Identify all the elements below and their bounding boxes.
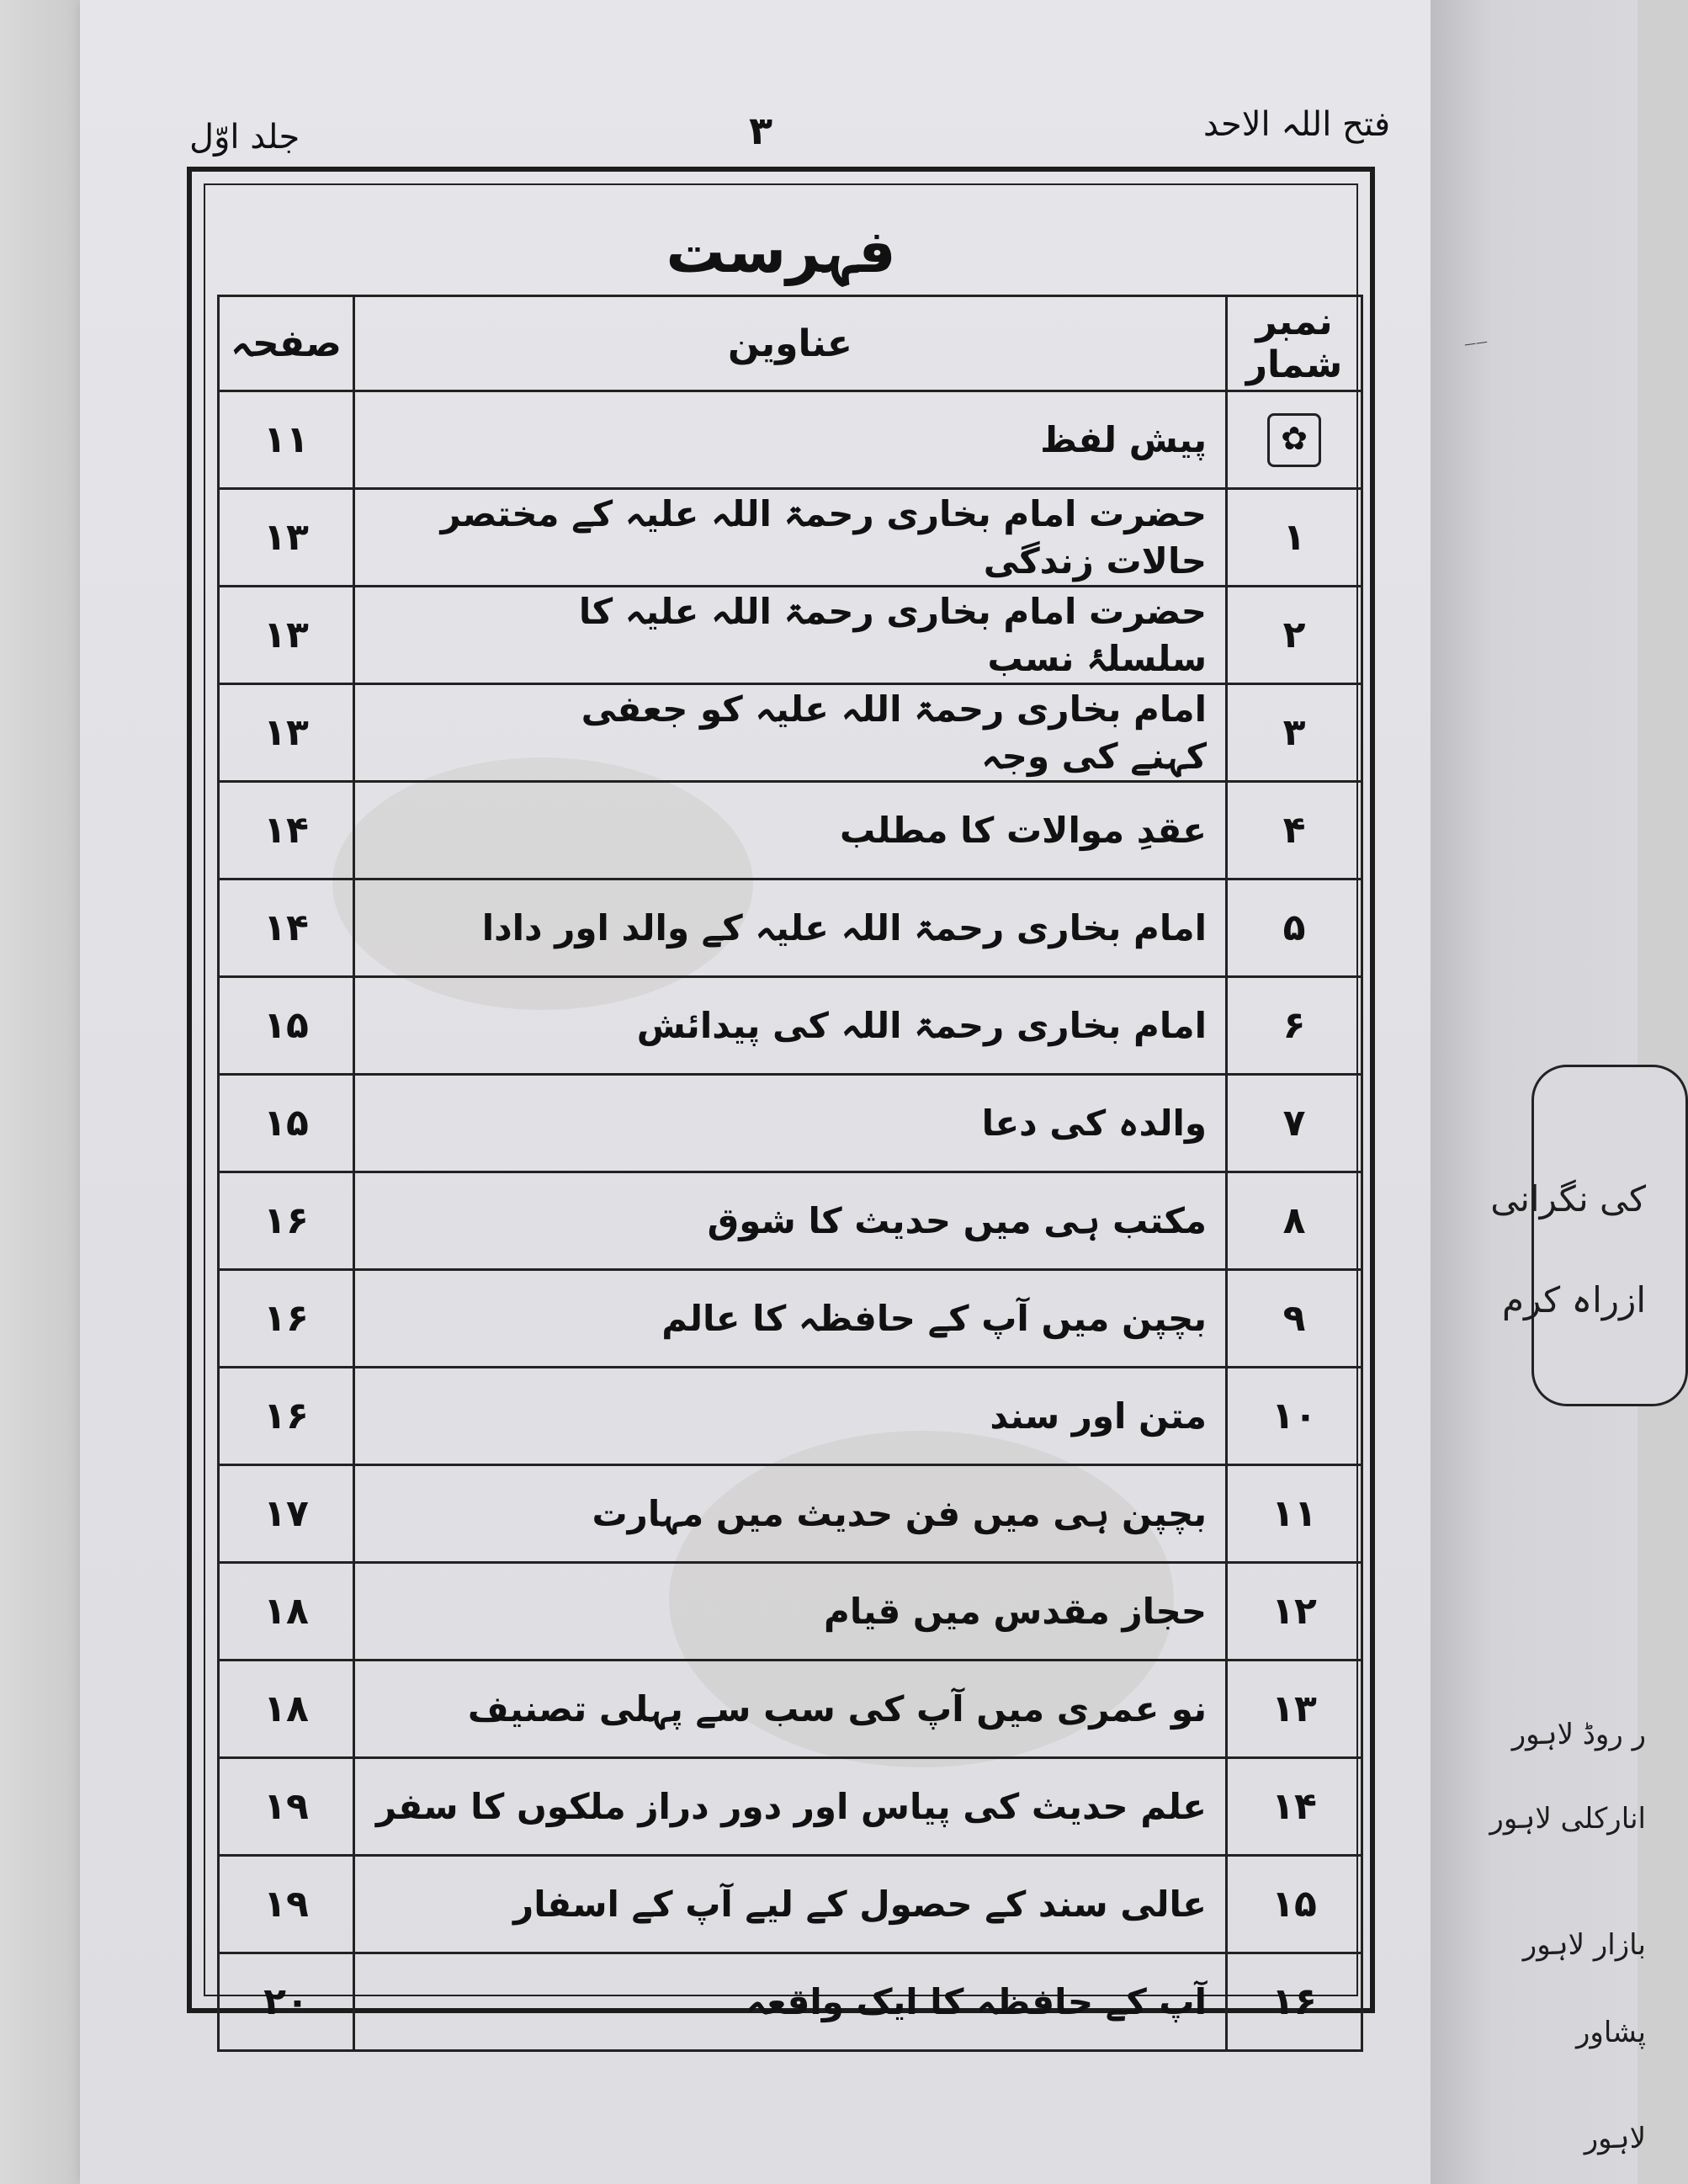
row-page: ۱۶ [219,1172,354,1270]
row-title-line-1: امام بخاری رحمۃ اللہ علیہ کو جعفی [581,688,1207,730]
row-title [354,1172,1227,1270]
row-number: ۱۴ [1227,1758,1362,1856]
row-title [354,1953,1227,2051]
row-number: ۴ [1227,782,1362,879]
table-row [219,977,1362,1075]
background-left [0,0,93,2184]
row-number: ۶ [1227,977,1362,1075]
row-title [354,1075,1227,1172]
volume-label: جلد اوّل [189,118,300,157]
side-small-text: —— [1463,335,1489,352]
row-title-line-1: امام بخاری رحمۃ اللہ علیہ کے والد اور دادا [481,906,1207,949]
row-number: ۵ [1227,879,1362,977]
row-title [354,1856,1227,1953]
row-title-line-1: بچپن میں آپ کے حافظہ کا عالم [661,1297,1207,1339]
table-row [219,1953,1362,2051]
table-row [219,1661,1362,1758]
row-number: ۱۰ [1227,1368,1362,1465]
side-box-line-1: کی نگرانی [1490,1178,1646,1220]
row-title-line-1: حجاز مقدس میں قیام [824,1590,1207,1632]
row-number: ۹ [1227,1270,1362,1368]
toc-body [219,391,1362,2051]
row-page: ۱۳ [219,489,354,587]
toc-frame-inner [204,183,1358,2023]
row-title [354,879,1227,977]
row-title [354,684,1227,782]
side-line-4: پشاور [1576,2016,1646,2049]
table-row [219,1368,1362,1465]
toc-frame [187,167,1375,2023]
table-row [219,1270,1362,1368]
row-page: ۱۶ [219,1270,354,1368]
row-title [354,391,1227,489]
row-page: ۱۵ [219,1075,354,1172]
row-page: ۱۹ [219,1758,354,1856]
table-row [219,587,1362,684]
table-row [219,1172,1362,1270]
row-title [354,1465,1227,1563]
row-page: ۱۶ [219,1368,354,1465]
row-title [354,1661,1227,1758]
row-number: ۱۵ [1227,1856,1362,1953]
row-page: ۱۵ [219,977,354,1075]
table-row [219,782,1362,879]
row-title-line-1: عقدِ موالات کا مطلب [840,809,1207,851]
row-title-line-1: مکتب ہی میں حدیث کا شوق [707,1199,1207,1241]
row-title [354,1368,1227,1465]
col-number-header: نمبر شمار [1227,296,1362,391]
book-title: فتح اللہ الاحد [1203,105,1391,144]
row-page: ۱۸ [219,1563,354,1661]
row-title-line-2: حالات زندگی [983,539,1207,582]
side-line-5: لاہور [1584,2122,1646,2155]
row-number [1227,391,1362,489]
table-row [219,391,1362,489]
row-page: ۱۳ [219,684,354,782]
toc-header-row [219,296,1362,391]
row-number: ۳ [1227,684,1362,782]
col-title-header: عناوین [354,296,1227,391]
row-page: ۲۰ [219,1953,354,2051]
side-line-1: ر روڈ لاہور [1511,1718,1646,1751]
row-title-line-1: علم حدیث کی پیاس اور دور دراز ملکوں کا سفر [375,1785,1207,1827]
row-title-line-1: متن اور سند [990,1395,1207,1437]
adjacent-page [1431,0,1646,2184]
row-number: ۸ [1227,1172,1362,1270]
row-title-line-1: حضرت امام بخاری رحمۃ اللہ علیہ کا [578,590,1207,632]
row-number: ۲ [1227,587,1362,684]
row-title-line-1: بچپن ہی میں فن حدیث میں مہارت [592,1492,1207,1534]
row-title-line-1: حضرت امام بخاری رحمۃ اللہ علیہ کے مختصر [440,492,1207,534]
row-number: ۱۶ [1227,1953,1362,2051]
row-title [354,489,1227,587]
side-line-3: بازار لاہور [1522,1928,1646,1962]
row-title [354,1270,1227,1368]
row-title [354,587,1227,684]
row-number: ۷ [1227,1075,1362,1172]
table-row [219,1465,1362,1563]
row-title [354,1563,1227,1661]
row-number: ۱ [1227,489,1362,587]
col-page-header: صفحہ [219,296,354,391]
side-line-2: انارکلی لاہور [1489,1802,1646,1836]
row-number: ۱۲ [1227,1563,1362,1661]
row-title [354,782,1227,879]
row-title-line-1: آپ کے حافظہ کا ایک واقعہ [746,1980,1207,2022]
row-number: ۱۳ [1227,1661,1362,1758]
toc-title: فہرست [666,217,896,286]
row-page: ۱۴ [219,782,354,879]
table-row [219,684,1362,782]
table-row [219,1563,1362,1661]
page-number: ۳ [749,108,773,153]
row-page: ۱۹ [219,1856,354,1953]
side-box [1531,1065,1688,1406]
table-row [219,1758,1362,1856]
table-row [219,879,1362,977]
side-box-line-2: ازراہ کرم [1501,1279,1646,1320]
row-title-line-1: امام بخاری رحمۃ اللہ کی پیدائش [636,1004,1207,1046]
row-title [354,1758,1227,1856]
row-title [354,977,1227,1075]
row-number: ۱۱ [1227,1465,1362,1563]
row-page: ۱۷ [219,1465,354,1563]
toc-table [217,295,1363,2052]
row-title-line-1: والدہ کی دعا [981,1102,1207,1144]
table-row [219,1856,1362,1953]
row-page: ۱۱ [219,391,354,489]
flower-icon: ✿ [1267,413,1321,467]
row-title-line-1: نو عمری میں آپ کی سب سے پہلی تصنیف [467,1687,1207,1730]
row-title-line-2: سلسلۂ نسب [987,637,1207,679]
row-page: ۱۳ [219,587,354,684]
row-title-line-2: کہنے کی وجہ [981,735,1207,777]
row-title-line-1: عالی سند کے حصول کے لیے آپ کے اسفار [513,1883,1207,1925]
table-row [219,489,1362,587]
row-title-line-1: پیش لفظ [1040,418,1207,460]
row-page: ۱۴ [219,879,354,977]
table-row [219,1075,1362,1172]
row-page: ۱۸ [219,1661,354,1758]
